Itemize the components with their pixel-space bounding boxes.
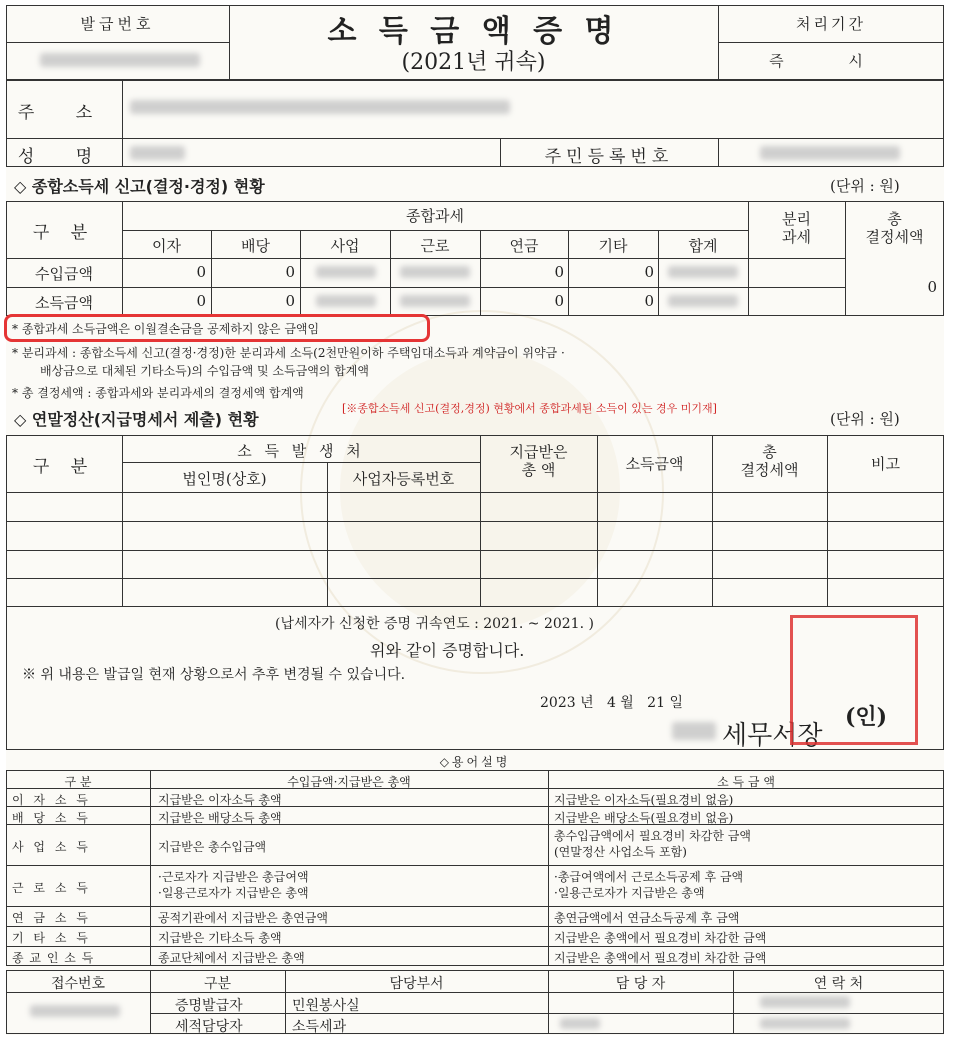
s2-col-gubun: 구 분 [32, 457, 96, 477]
glossary-term: 연 금 소 득 [12, 911, 91, 925]
glossary-cell: 지급받은 배당소득 총액 [158, 811, 282, 825]
footer-head: 담 당 자 [615, 976, 666, 992]
s1-cell: 0 [196, 292, 206, 310]
s1-cell: 0 [554, 292, 564, 310]
rrn-label: 주민등록번호 [544, 147, 674, 167]
note-combined: * 종합과세 소득금액은 이월결손금을 공제하지 않은 금액임 [12, 322, 320, 336]
s1-cell: 0 [644, 292, 654, 310]
glossary-cell: 공적기관에서 지급받은 총연금액 [158, 911, 328, 925]
issue-date: 2023 년 4 월 21 일 [540, 695, 683, 711]
contact-redacted [760, 1018, 850, 1029]
section2-title: ◇ 연말정산(지급명세서 제출) 현황 [14, 410, 259, 429]
s1-row-label: 소득금액 [35, 294, 93, 312]
note-separate-line2: 배상금으로 대체된 기타소득)의 수입금액 및 소득금액의 합계액 [40, 364, 369, 378]
redacted-value [668, 295, 738, 307]
address-redacted [130, 100, 510, 114]
s1-col-gita: 기타 [598, 237, 628, 255]
glossary-cell: 지급받은 총액에서 필요경비 차감한 금액 [554, 951, 767, 965]
s2-col-bizno: 사업자등록번호 [352, 470, 455, 488]
s1-cell: 0 [196, 263, 206, 281]
glossary-cell: 총연금액에서 연금소득공제 후 금액 [554, 911, 740, 925]
glossary-head: 구 분 [64, 775, 92, 789]
s1-col-group: 종합과세 [406, 207, 464, 225]
document-subtitle: (2021년 귀속) [401, 50, 546, 75]
glossary-cell: ·근로자가 지급받은 총급여액 ·일용근로자가 지급받은 총액 [158, 870, 309, 900]
redacted-value [316, 266, 376, 278]
document-title: 소 득 금 액 증 명 [327, 14, 620, 49]
footer-head: 연 락 처 [813, 976, 864, 992]
rrn-redacted [760, 146, 900, 160]
period-label: 처리기간 [796, 15, 866, 33]
footer-dept: 민원봉사실 [292, 998, 360, 1014]
glossary-term: 종 교 인 소 득 [12, 951, 95, 965]
name-label: 성 명 [17, 147, 111, 167]
section2-red-note: [※종합소득세 신고(결정,경정) 현황에서 종합과세된 소득이 있는 경우 미기재] [342, 402, 717, 415]
glossary-cell: 지급받은 총수입금액 [158, 840, 267, 854]
glossary-cell: 지급받은 배당소득(필요경비 없음) [554, 811, 734, 825]
footer-head: 접수번호 [50, 976, 106, 992]
s1-col-total-tax: 총 결정세액 [865, 210, 924, 246]
glossary-term: 근 로 소 득 [12, 881, 91, 895]
s2-col-total-tax: 총 결정세액 [740, 443, 799, 479]
s1-col-geunro: 근로 [420, 237, 450, 255]
note-total-tax: * 총 결정세액 : 종합과세와 분리과세의 결정세액 합계액 [12, 386, 304, 400]
glossary-cell: 지급받은 총액에서 필요경비 차감한 금액 [554, 931, 767, 945]
section1-unit: (단위 : 원) [830, 177, 900, 195]
glossary-term: 이 자 소 득 [12, 793, 91, 807]
glossary-head: 소 득 금 액 [717, 775, 775, 789]
s1-col-saup: 사업 [330, 237, 360, 255]
redacted-value [400, 295, 470, 307]
glossary-cell: 종교단체에서 지급받은 총액 [158, 951, 305, 965]
s1-col-yeongeum: 연금 [509, 237, 539, 255]
s2-col-paid: 지급받은 총 액 [509, 443, 568, 479]
glossary-term: 사 업 소 득 [12, 840, 91, 854]
glossary-title: ◇용어설명 [439, 755, 511, 769]
s1-cell: 0 [554, 263, 564, 281]
s1-cell: 0 [285, 263, 295, 281]
s1-col-baedang: 배당 [241, 237, 270, 255]
seal-mark: (인) [845, 704, 888, 730]
certify-notice: ※ 위 내용은 발급일 현재 상황으로서 추후 변경될 수 있습니다. [22, 667, 406, 683]
office-redacted [672, 722, 716, 740]
certify-request-line: (납세자가 신청한 증명 귀속연도 : 2021. ~ 2021. ) [275, 616, 594, 632]
redacted-value [400, 266, 470, 278]
glossary-cell: ·총급여액에서 근로소득공제 후 금액 ·일용근로자가 지급받은 총액 [554, 870, 744, 900]
glossary-head: 수입금액·지급받은 총액 [287, 775, 411, 789]
footer-role: 세적담당자 [175, 1019, 243, 1035]
s2-col-income: 소득금액 [625, 455, 684, 473]
glossary-term: 기 타 소 득 [12, 931, 91, 945]
section1-title: ◇ 종합소득세 신고(결정·경정) 현황 [14, 177, 265, 196]
s2-col-note: 비고 [871, 455, 900, 473]
officer-redacted [560, 1018, 600, 1029]
glossary-cell: 지급받은 이자소득(필요경비 없음) [554, 793, 734, 807]
glossary-cell: 총수입금액에서 필요경비 차감한 금액 (연말정산 사업소득 포함) [554, 829, 751, 859]
issue-no-label: 발급번호 [80, 15, 155, 33]
office-name: 세무서장 [722, 721, 823, 751]
s1-col-ija: 이자 [152, 237, 181, 255]
note-separate-line1: * 분리과세 : 종합소득세 신고(결정·경정)한 분리과세 소득(2천만원이하 주택임대소득과 계약금이 위약금 · [12, 346, 565, 360]
footer-dept: 소득세과 [292, 1019, 347, 1035]
redacted-value [668, 266, 738, 278]
period-value: 즉 시 [769, 52, 893, 70]
redacted-value [316, 295, 376, 307]
section2-unit: (단위 : 원) [830, 410, 900, 428]
s1-cell: 0 [644, 263, 654, 281]
issue-no-redacted [40, 53, 200, 67]
contact-redacted [760, 996, 850, 1008]
s1-col-gubun: 구 분 [32, 223, 96, 243]
s2-col-corp: 법인명(상호) [182, 470, 267, 488]
s1-col-total: 합계 [688, 237, 718, 255]
s1-total-tax-value: 0 [927, 278, 937, 296]
certify-main-line: 위와 같이 증명합니다. [370, 641, 525, 660]
s1-cell: 0 [285, 292, 295, 310]
receipt-no-redacted [30, 1005, 120, 1017]
glossary-cell: 지급받은 이자소득 총액 [158, 793, 282, 807]
s1-col-separate: 분리 과세 [782, 210, 811, 246]
s2-col-source: 소 득 발 생 처 [237, 442, 365, 460]
footer-role: 증명발급자 [175, 998, 243, 1014]
glossary-cell: 지급받은 기타소득 총액 [158, 931, 282, 945]
footer-head: 담당부서 [389, 976, 444, 992]
address-label: 주 소 [17, 103, 111, 123]
name-redacted [130, 146, 185, 160]
s1-row-label: 수입금액 [35, 265, 93, 283]
glossary-term: 배 당 소 득 [12, 811, 91, 825]
glossary-table [6, 770, 944, 966]
footer-head: 구분 [203, 976, 232, 992]
